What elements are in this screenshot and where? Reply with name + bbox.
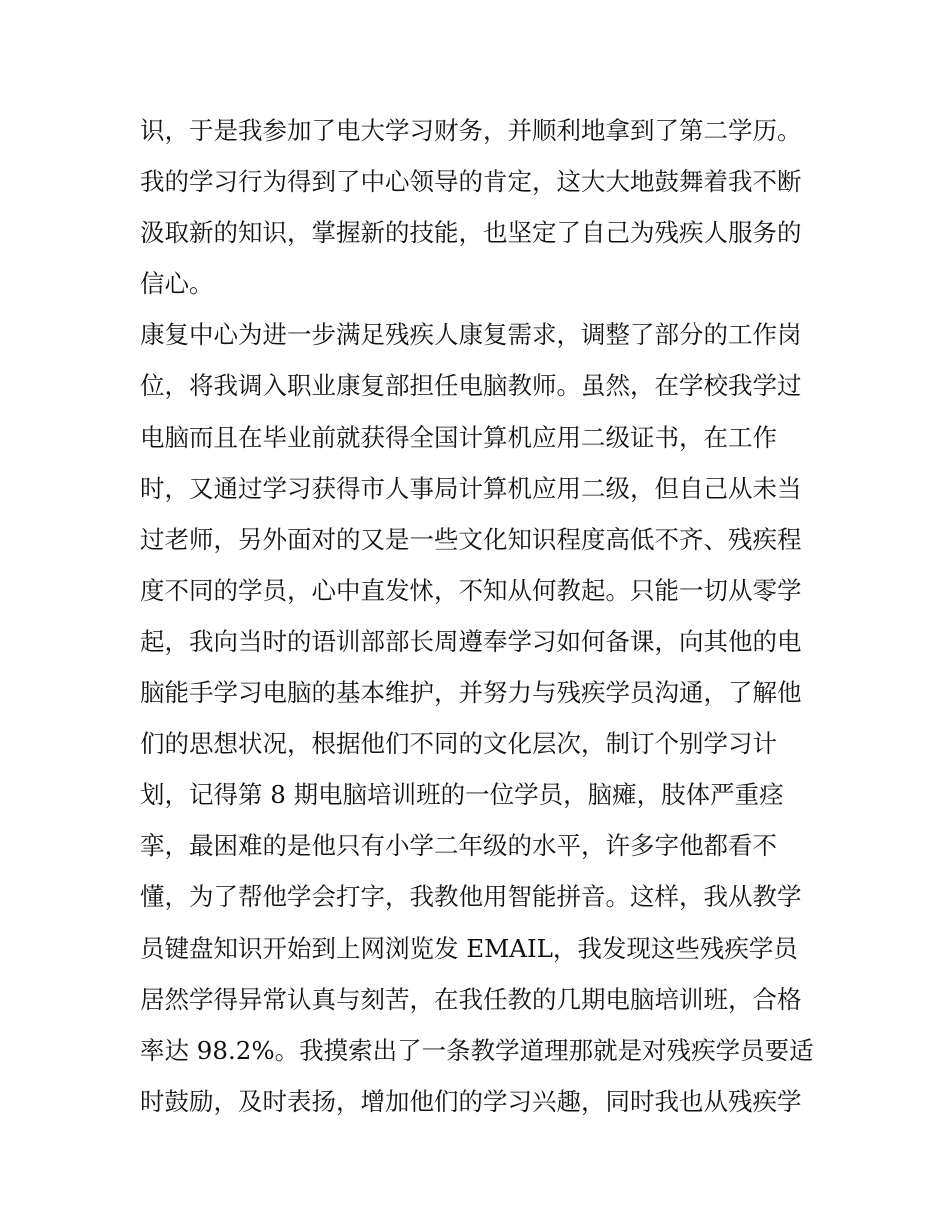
text-line: 划，记得第 8 期电脑培训班的一位学员，脑瘫，肢体严重痉 bbox=[140, 780, 784, 810]
text-line: 过老师，另外面对的又是一些文化知识程度高低不齐、残疾程 bbox=[140, 524, 802, 554]
text-line: 率达 98.2%。我摸索出了一条教学道理那就是对残疾学员要适 bbox=[140, 1035, 814, 1065]
text-line: 度不同的学员，心中直发怵，不知从何教起。只能一切从零学 bbox=[140, 575, 802, 605]
text-line: 们的思想状况，根据他们不同的文化层次，制订个别学习计 bbox=[140, 729, 777, 759]
text-line: 电脑而且在毕业前就获得全国计算机应用二级证书，在工作 bbox=[140, 422, 777, 452]
text-line: 员键盘知识开始到上网浏览发 EMAIL，我发现这些残疾学员 bbox=[140, 933, 798, 963]
text-line: 懂，为了帮他学会打字，我教他用智能拼音。这样，我从教学 bbox=[140, 882, 802, 912]
text-line: 脑能手学习电脑的基本维护，并努力与残疾学员沟通，了解他 bbox=[140, 678, 802, 708]
text-line: 信心。 bbox=[140, 269, 214, 299]
text-line: 康复中心为进一步满足残疾人康复需求，调整了部分的工作岗 bbox=[140, 320, 802, 350]
text-line: 时鼓励，及时表扬，增加他们的学习兴趣，同时我也从残疾学 bbox=[140, 1086, 802, 1116]
text-line: 挛，最困难的是他只有小学二年级的水平，许多字他都看不 bbox=[140, 831, 777, 861]
text-line: 位，将我调入职业康复部担任电脑教师。虽然，在学校我学过 bbox=[140, 371, 802, 401]
text-line: 时，又通过学习获得市人事局计算机应用二级，但自己从未当 bbox=[140, 473, 802, 503]
text-line: 我的学习行为得到了中心领导的肯定，这大大地鼓舞着我不断 bbox=[140, 167, 802, 197]
text-line: 识，于是我参加了电大学习财务，并顺利地拿到了第二学历。 bbox=[140, 116, 802, 145]
text-line: 汲取新的知识，掌握新的技能，也坚定了自己为残疾人服务的 bbox=[140, 218, 802, 248]
text-line: 居然学得异常认真与刻苦，在我任教的几期电脑培训班，合格 bbox=[140, 984, 802, 1014]
text-line: 起，我向当时的语训部部长周遵奉学习如何备课，向其他的电 bbox=[140, 626, 802, 656]
body-text bbox=[140, 105, 820, 1127]
